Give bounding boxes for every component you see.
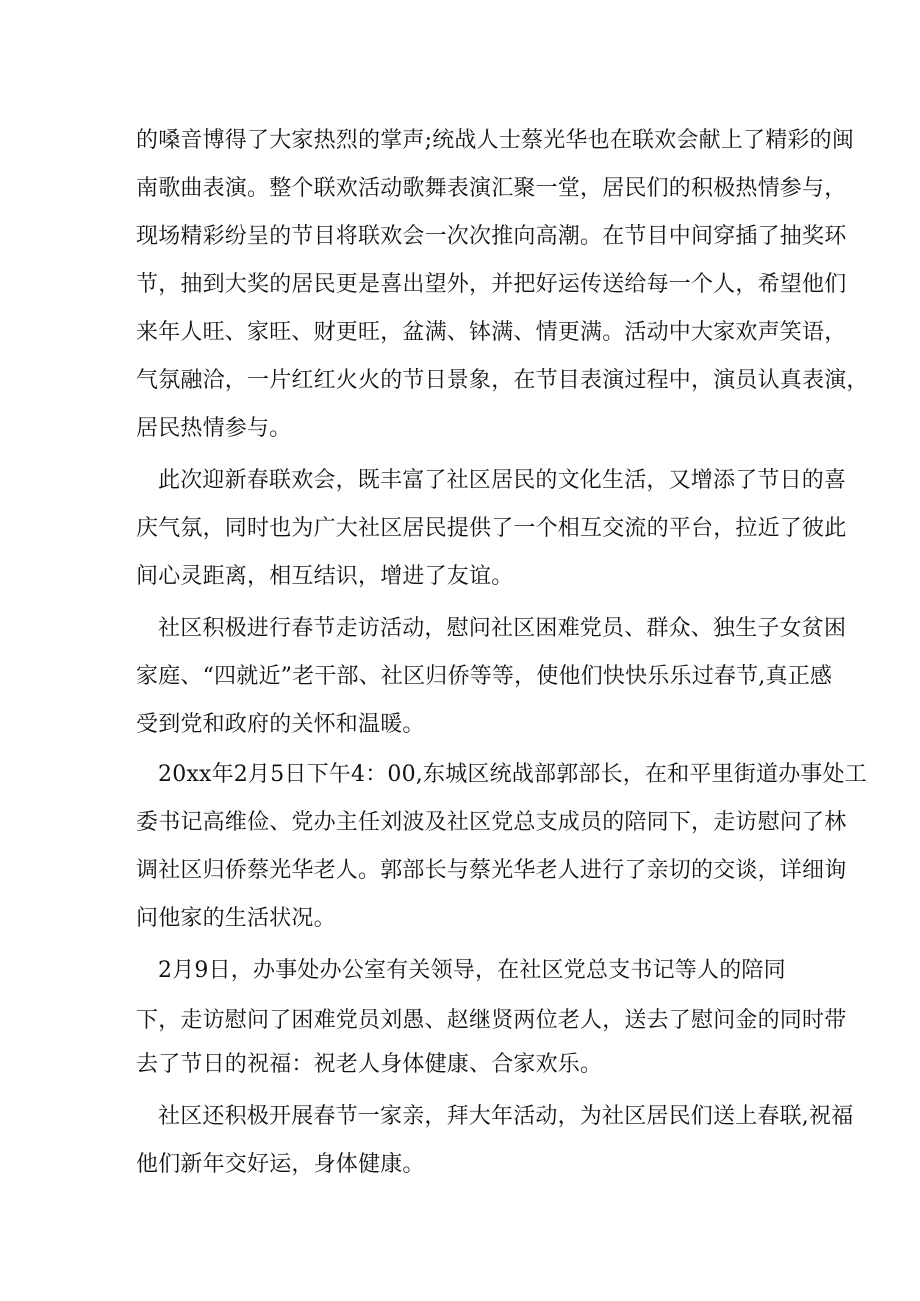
text-line: 家庭、“四就近”老干部、社区归侨等等，使他们快快乐乐过春节,真正感 xyxy=(136,664,833,689)
text-line: 间心灵距离，相互结识，增进了友谊。 xyxy=(136,564,514,589)
text-line: 南歌曲表演。整个联欢活动歌舞表演汇聚一堂，居民们的积极热情参与， xyxy=(136,176,847,201)
text-line: 来年人旺、家旺、财更旺，盆满、钵满、情更满。活动中大家欢声笑语， xyxy=(136,320,847,345)
text-line: 问他家的生活状况。 xyxy=(136,906,336,931)
text-line: 委书记高维俭、党办主任刘波及社区党总支成员的陪同下，走访慰问了林 xyxy=(136,810,847,835)
text-line: 的嗓音博得了大家热烈的掌声;统战人士蔡光华也在联欢会献上了精彩的闽 xyxy=(136,128,855,153)
text-line: 下，走访慰问了困难党员刘愚、赵继贤两位老人，送去了慰问金的同时带 xyxy=(136,1008,847,1033)
text-line: 现场精彩纷呈的节目将联欢会一次次推向高潮。在节目中间穿插了抽奖环 xyxy=(136,224,847,249)
text-line: 20xx年2月5日下午4：00,东城区统战部郭部长，在和平里街道办事处工 xyxy=(158,762,867,787)
text-line: 他们新年交好运，身体健康。 xyxy=(136,1152,425,1177)
text-line: 此次迎新春联欢会，既丰富了社区居民的文化生活，又增添了节日的喜 xyxy=(158,468,847,493)
text-line: 节，抽到大奖的居民更是喜出望外，并把好运传送给每一个人，希望他们 xyxy=(136,272,847,297)
text-line: 2月9日，办事处办公室有关领导，在社区党总支书记等人的陪同 xyxy=(158,958,786,983)
text-line: 庆气氛，同时也为广大社区居民提供了一个相互交流的平台，拉近了彼此 xyxy=(136,516,847,541)
text-line: 受到党和政府的关怀和温暖。 xyxy=(136,712,425,737)
text-line: 调社区归侨蔡光华老人。郭部长与蔡光华老人进行了亲切的交谈，详细询 xyxy=(136,858,847,883)
text-line: 社区积极进行春节走访活动，慰问社区困难党员、群众、独生子女贫困 xyxy=(158,616,847,641)
text-line: 气氛融洽，一片红红火火的节日景象，在节目表演过程中，演员认真表演， xyxy=(136,368,869,393)
text-line: 社区还积极开展春节一家亲，拜大年活动，为社区居民们送上春联,祝福 xyxy=(158,1104,854,1129)
text-line: 居民热情参与。 xyxy=(136,416,292,441)
text-line: 去了节日的祝福：祝老人身体健康、合家欢乐。 xyxy=(136,1052,603,1077)
